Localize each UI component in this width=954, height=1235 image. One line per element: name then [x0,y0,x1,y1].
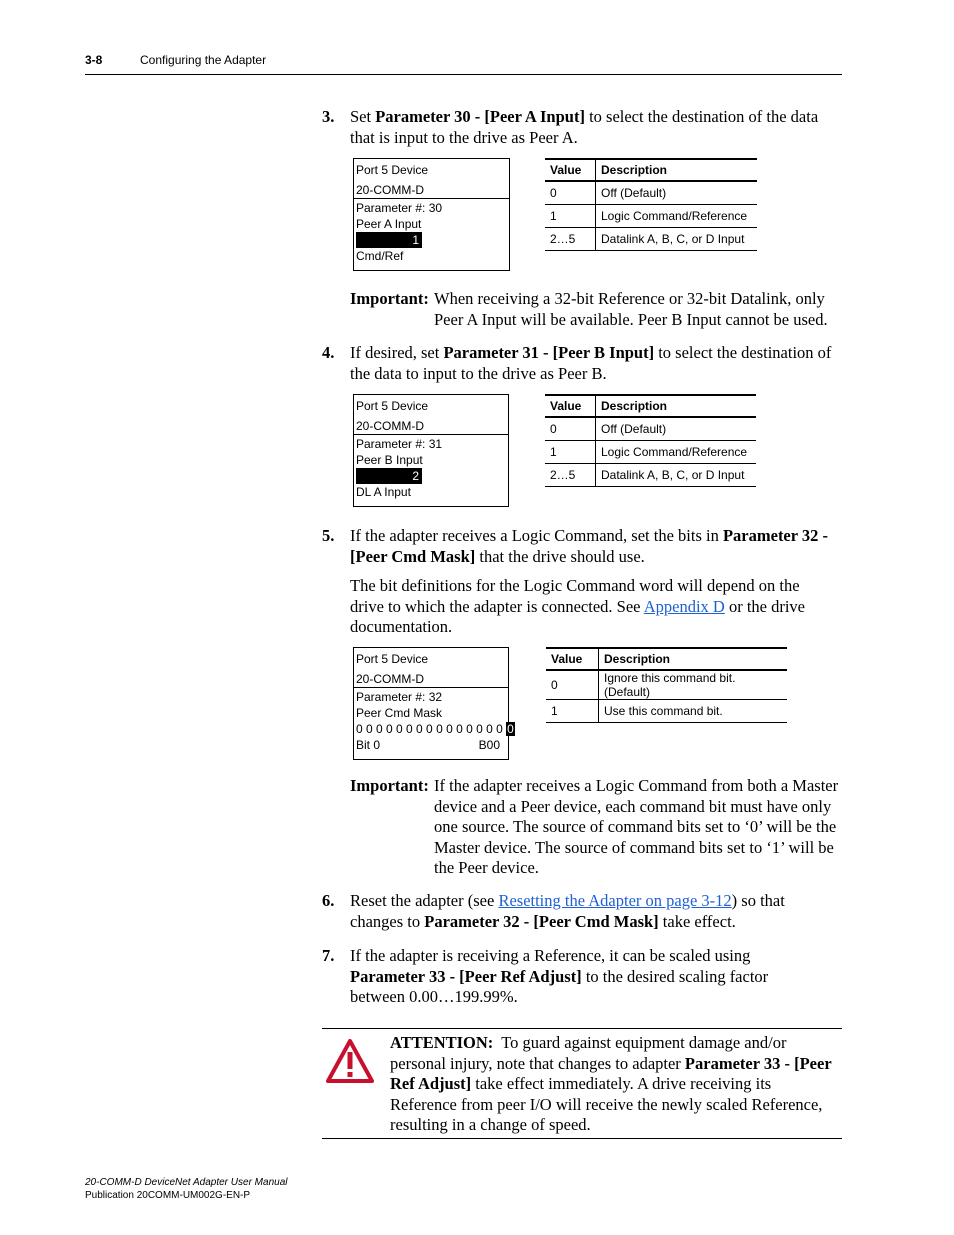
display-device-line: 20-COMM-D [356,183,424,197]
description-column-header: Description [596,159,758,181]
important-text-1: When receiving a 32-bit Reference or 32-bit Datalink, only Peer A Input will be available. Peer B Input cannot be used. [434,289,828,329]
table-row: 2…5 Datalink A, B, C, or D Input [545,464,756,487]
display-bit-labels: Bit 0 B00 [356,738,500,752]
parameter-32-name: Parameter 32 - [Peer Cmd Mask] [424,911,659,931]
step-6-text: Reset the adapter (see Resetting the Adapter on page 3-12) so that changes to Parameter 32 - [Peer Cmd Mask] take effect. [350,891,785,931]
important-label-2: Important: [350,776,429,795]
parameter-32-name: Parameter 32 - [Peer Cmd Mask] [350,526,829,566]
display-port-line: Port 5 Device [356,163,429,177]
step-7-text: If the adapter is receiving a Reference, it can be scaled using Parameter 33 - [Peer Ref Adjust] to the desired scaling factor between 0.00…199.99%. [350,946,769,1006]
page-number: 3-8 [85,53,103,67]
appendix-d-link[interactable]: Appendix D [643,596,725,616]
table-row: 1 Logic Command/Reference [545,205,757,228]
important-text-2: If the adapter receives a Logic Command from both a Master device and a Peer device, each command bit must have only one source. The source of command bits set to ‘0’ will be the Master device. The source of command bits set to ‘1’ will be the Peer device. [434,776,839,877]
table-row: 1 Logic Command/Reference [545,441,756,464]
table-header-row [546,648,787,670]
display-param-name: Peer Cmd Mask [356,706,443,720]
display-device-line: 20-COMM-D [356,419,424,433]
step-7-number: 7. [322,946,335,965]
display-param-number: Parameter #: 30 [356,201,443,215]
value-column-header: Value [545,159,596,181]
step-5-number: 5. [322,526,335,545]
parameter-30-name: Parameter 30 - [Peer A Input] [375,107,585,126]
display-param-name: Peer A Input [356,217,422,231]
table-header-row [545,159,757,181]
parameter-33-name: Parameter 33 - [Peer Ref Adjust] [390,1053,832,1093]
attention-text: ATTENTION: To guard against equipment damage and/or personal injury, note that changes to adapter Parameter 33 - [Peer Ref Adjust] take effect immediately. A drive receiving its Reference from peer I/O will receive the newly scaled Reference, resulting in a change of speed. [390,1033,832,1134]
table-row: 0 Off (Default) [545,181,757,205]
description-column-header: Description [596,395,757,417]
display-port-line: Port 5 Device [356,652,429,666]
display-value-highlight: 1 [356,232,422,248]
section-title: Configuring the Adapter [140,53,267,67]
value-column-header: Value [545,395,596,417]
attention-label: ATTENTION: [390,1033,494,1052]
description-column-header: Description [599,648,788,670]
step-4-number: 4. [322,343,335,362]
step-3-number: 3. [322,107,335,126]
step-3-text: Set Parameter 30 - [Peer A Input] to select the destination of the data that is input to the drive as Peer A. [350,107,819,147]
step-6-number: 6. [322,891,335,910]
display-param-number: Parameter #: 31 [356,437,443,451]
footer-manual-title: 20-COMM-D DeviceNet Adapter User Manual [85,1177,288,1188]
step-4-text: If desired, set Parameter 31 - [Peer B Input] to select the destination of the data to input to the drive as Peer B. [350,343,832,383]
table-row: 0 Off (Default) [545,417,756,441]
footer-publication: Publication 20COMM-UM002G-EN-P [85,1190,251,1201]
attention-top-rule [322,1028,842,1029]
parameter-33-name: Parameter 33 - [Peer Ref Adjust] [350,966,582,986]
header-rule [85,74,842,75]
table-row: 0 Ignore this command bit. (Default) [546,670,787,700]
display-cursor-bit: 0 [507,722,514,736]
display-device-line: 20-COMM-D [356,672,424,686]
parameter-31-name: Parameter 31 - [Peer B Input] [443,343,655,362]
display-value-highlight: 2 [356,468,422,484]
display-value-text: DL A Input [356,485,411,499]
display-param-name: Peer B Input [356,453,423,467]
param-30-value-table [545,158,757,251]
display-param-number: Parameter #: 32 [356,690,443,704]
table-row: 2…5 Datalink A, B, C, or D Input [545,228,757,251]
him-display-param-30 [353,158,510,271]
him-display-param-32 [353,647,514,760]
him-display-param-31 [353,394,509,507]
table-row: 1 Use this command bit. [546,700,787,723]
warning-triangle-icon [326,1038,374,1084]
table-header-row [545,395,756,417]
display-port-line: Port 5 Device [356,399,429,413]
step-5-text: If the adapter receives a Logic Command, set the bits in Parameter 32 - [Peer Cmd Mask] that the drive should use. [350,526,829,566]
important-label-1: Important: [350,289,429,308]
resetting-adapter-link[interactable]: Resetting the Adapter on page 3-12 [498,891,732,910]
display-bit-mask: 0 0 0 0 0 0 0 0 0 0 0 0 0 0 0 0 [356,722,514,736]
param-31-value-table [545,394,756,487]
step-5-bit-definitions: The bit definitions for the Logic Command word will depend on the drive to which the adapter is connected. See Appendix D or the drive documentation. [350,576,806,636]
attention-bottom-rule [322,1138,842,1139]
display-value-text: Cmd/Ref [356,249,404,263]
value-column-header: Value [546,648,599,670]
param-32-value-table [546,647,787,723]
